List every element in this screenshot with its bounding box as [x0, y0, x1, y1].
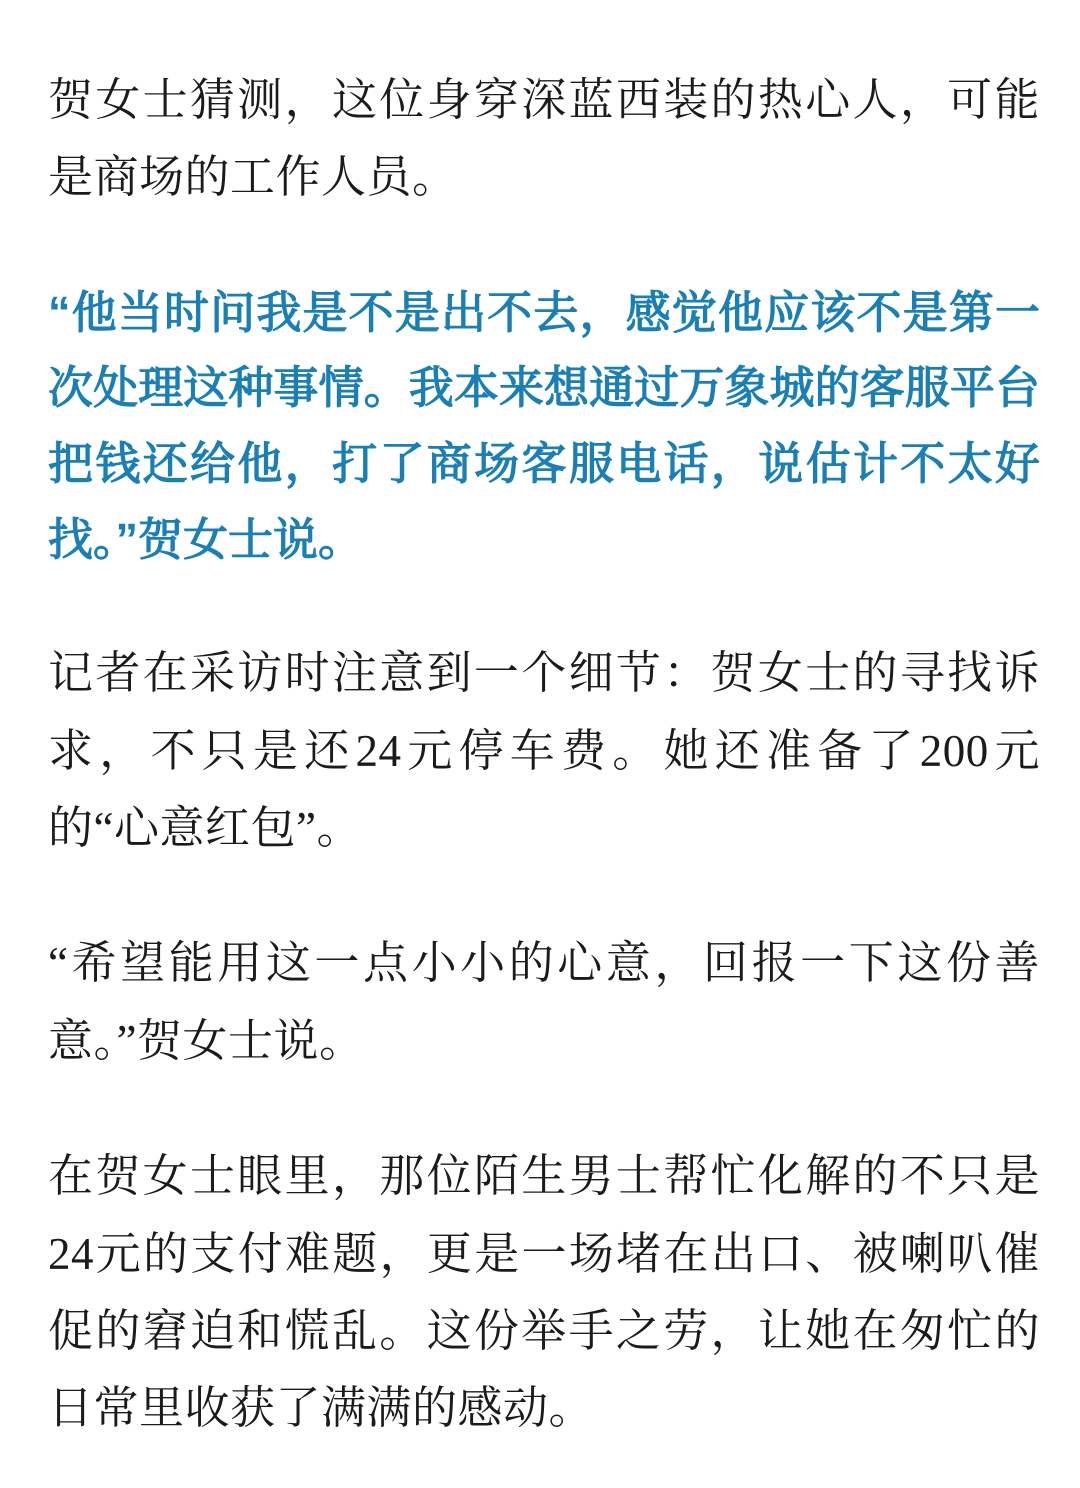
- paragraph-4: “希望能用这一点小小的心意，回报一下这份善意。”贺女士说。: [48, 938, 1040, 1066]
- paragraph-1: 贺女士猜测，这位身穿深蓝西装的热心人，可能是商场的工作人员。: [48, 75, 1040, 203]
- paragraph-2-highlighted-quote: “他当时问我是不是出不去，感觉他应该不是第一次处理这种事情。我本来想通过万象城的客服平台把钱还给他，打了商场客服电话，说估计不太好找。”贺女士说。: [48, 286, 1040, 565]
- paragraph-5: 在贺女士眼里，那位陌生男士帮忙化解的不只是24元的支付难题，更是一场堵在出口、被喇叭催促的窘迫和慌乱。这份举手之劳，让她在匆忙的日常里收获了满满的感动。: [48, 1151, 1040, 1434]
- paragraph-3: 记者在采访时注意到一个细节：贺女士的寻找诉求，不只是还24元停车费。她还准备了200元的“心意红包”。: [48, 648, 1040, 853]
